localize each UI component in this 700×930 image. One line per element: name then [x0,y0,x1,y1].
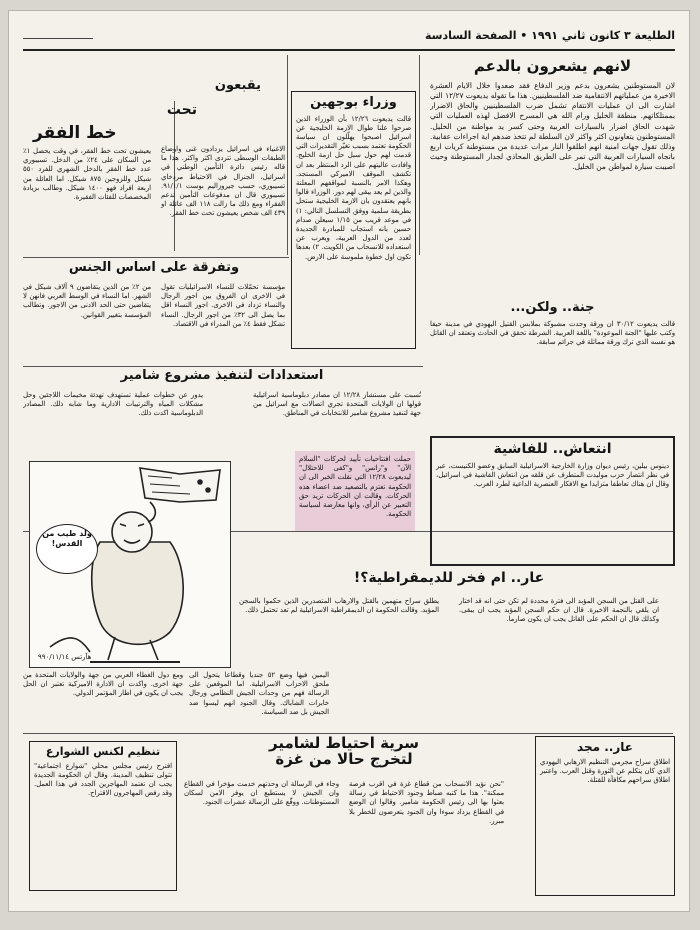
article-body-left: يطلق سراح متهمين بالقتل والارهاب المتصدرين الذين حكموا بالسجن المؤبد. وقالت الحكومة ان الديمقراطية الاسرائيلية لم تعد تحتمل ذلك. [239,597,439,615]
column-divider [287,55,288,255]
article-two-faced-ministers [291,91,416,349]
row-divider [23,733,673,734]
article-gender-discrimination [23,261,285,364]
article-body: اليمين فيها وضع ٥٢ جنديا وقطاعا يتحول الى ملحق الاحزاب الاسرائيلية. اما الموقعين على الرسالة فهم من وحدات الجيش النظامي ورجال خابرات الشاباك. وقال الجنود انهم ليسوا ضد الجيش بل ضد السياسة. [189,671,329,716]
article-body-right: مؤسسة تحمّلات للنساء الاسرائيليات تقول في الاخرى ان الفروق بين اجور الرجال والنساء تزداد في الاخرى. اجور النساء اقل بما يصل الى ٣٢٪ من اجور الرجال. النساء تشكل فقط ٤٪ من المدراء في الاقتصاد. [161,283,285,328]
article-body-left: يدور عن خطوات عملية تستهدف تهدئة مخيمات اللاجئين وحل مشكلات المياه والترتيبات الادارية وما شابه ذلك. المصادر الدبلوماسية اكدت ذلك. [23,391,203,418]
article-body: افترح رئيس مجلس محلي "شوارع اجتماعية" تتولى تنظيف المدينة. وقال ان الحكومة الجديدة يجب ان تعتمد المهاجرين الجدد في هذا العمل. وقد رفض المهاجرون الاقتراح. [34,761,172,798]
headline: عار.. ام فخر للديمقراطية؟! [353,571,545,586]
article-body: قالت يديعوت ٣٠/١٢ ان ورقة وجدت مشبوكة بملابس القتيل اليهودي في مدينة حيفا وكتب عليها "الجنة الموعودة" باللغة العربية. الشرطة تحقق في الحادث وتعتقد ان القاتل هو نفسه الذي ترك ورقة مماثلة في جرائم سابقة. [430,319,675,347]
article-arab-cover [23,671,183,731]
headline: سرية احتياط لشامير [269,736,419,752]
article-body-right: "نحن نؤيد الانسحاب من قطاع غزة في اقرب فرصة ممكنة". هذا ما كتبه ضباط وجنود الاحتياط في رسالة بعثوا بها الى رئيس الحكومة شامير. وقالوا ان الوضع في القطاع يزداد سوءا وان الجنود يتعرضون للخطر بلا مبرر. [349,780,504,825]
headline-second: لتخرج حالا من غزة [275,749,413,768]
article-soldiers [189,671,329,731]
speech-bubble: ولد طيب من القدس! [36,524,98,574]
article-body: دينوس بيلين، رئيس ديوان وزارة الخارجية الاسرائيلية السابق وعضو الكنيست، عبر في نظر انتصار حزب موليدت المتطرف عن قلقه من انتعاش الفاشية في اسرائيل، وقال ان هناك تعاطفا متزايدا مع الافكار العنصرية الداعية لطرد العرب. [436,461,669,489]
column-divider [419,55,420,255]
article-shame-glory [535,736,675,896]
cartoon [29,461,231,668]
headline: لانهم يشعرون بالدعم [473,59,632,75]
headline: تنظيم لكنس الشوارع [45,745,161,758]
article-body-left: يعيشون تحت خط الفقر، في وقت يحصل ١٪ من السكان على ٢٤٪ من الدخل. تسيبوري عدد خط الفقر بالدخل الشهري للفرد ٥٥٠ شيكل وللزوجين ٨٧٥ شيكل. اما العائلة من اربعة افراد فهو ١٤٠٠ شيكل. وطالب بزيادة المخصصات للفئات الفقيرة. [23,147,152,202]
article-body-right: نُسبت على مستشار ١٢/٢٨ ان مصادر دبلوماسية اسرائيلية قولها ان الولايات المتحدة تجري اتصالات مع اسرائيل من جهة لتنفيذ مشروع شامير للانتخابات في المناطق. [253,391,421,418]
cartoon-signature: هآرتس ٩٩٠/١١/١٤ [38,653,92,661]
headline-mid: تحت [166,102,197,118]
headline: استعدادات لتنفيذ مشروع شامير [120,369,324,383]
article-dai-support [430,59,675,291]
header-rule [23,38,93,39]
header-title: الطليعة ٣ كانون ثاني ١٩٩١ • الصفحة السادسة [425,29,675,42]
headline-bottom: خط الفقر [33,123,117,143]
article-street-sweeping [29,741,177,891]
newspaper-page [8,10,690,912]
headline: انتعاش.. للفاشية [493,441,612,457]
page-header [23,29,675,51]
article-body: اطلاق سراح مجرمي التنظيم الارهابي اليهودي الذي كان يتكلم عن الثورة وقتل العرب. واعتبر اطلاق سراحهم مكافأة للقتلة. [540,757,670,784]
article-body-right: الاغنياء في اسرائيل يزدادون غنى واوضاع الطبقات الوسطى تتردى اكثر واكثر. هذا ما قاله رئيس دائرة التأمين الوطني في اسرائيل، الجنرال في الاحتياط مردخاي تسيبوري، حسب جيروزاليم بوست ٩١/١/١. تسيبوري قال ان مدفوعات التأمين تدعم الفقراء ومع ذلك ما زالت ١١٨ الف عائلة او ٤٣٩ الف شخص يعيشون تحت خط الفقر. [161,145,285,218]
article-body: لان المستوطنين يشعرون بدعم وزير الدفاع فقد صعدوا خلال الايام العشرة الاخيرة من عملياتهم الانتقامية ضد الفلسطينيين. هذا ما تقوله يديعوت ١٢/٢٧ التي اشارت الى ان عمليات الانتقام تشمل ضرب الفلسطينيين والحاق الاضرار بممتلكاتهم. منطقة الخليل ورام الله هي المسرح الافضل لهذه العمليات التي شهدت الحاق اضرار بالسيارات العربية وحتى كسر يد مواطنة من الخليل. المستوطنون يتعاونون اكثر واكثر لان السلطة لم تتخذ ضدهم اية اجراءات عقابية. وذلك تقول جهات امنية انهم اطلقوا النار مرات عديدة من مستوطنة كريات اربع باتجاه السيارات العربية التي تمر على الطريق المحاذي لجدار المستوطنة وحيث اصيبت سيارة لمواطن من الخليل. [430,80,675,172]
row-divider [23,366,423,367]
article-body-right: على القتل من السجن المؤبد الى فترة محددة لم تكن حتى انه قد اختار ان يلقي بالنجمة الاخيرة. قال ان حكم السجن المؤبد يجب ان يبقى. وكذلك قال ان الحكم على القاتل يجب ان يكون صارما. [459,597,659,624]
article-body: حملت افتتاحيات تأييد لحركات "السلام الآن" و"راتس" و"كفى للاحتلال" ليديعوت ١٢/٢٨ التي نقلت الخبر الى ان الحكومة تعتزم بالتصعيد ضد اعضاء هذه الحركات. وقالت ان الحركات تريد حق التعبير عن الرأي، وانها معارضة لسياسة الحكومة. [299,455,412,519]
article-body: ومع دول الغطاء العربي من جهة والولايات المتحدة من جهة اخرى. واكدت ان الادارة الاميركية تعتبر ان الحل يجب ان يكون في اطار المؤتمر الدولي. [23,671,183,698]
article-body-left: وجاء في الرسالة ان وحدتهم خدمت مؤخرا في القطاع وان الجيش لا يستطيع ان يوفر الامن لسكان المستوطنات. ووقّع على الرسالة عشرات الجنود. [184,780,339,807]
article-body: قالت يديعوت ١٢/٢٦ بأن الوزراء الذين صرحوا علنا طوال الازمة الخليجية عن اسرائيل اصبحوا يهلّلون ان سياسة الحكومة تعتمد بسبب تغيّر التقديرات التي قدمت لهم حول سبل حل ازمة الخليج. وافادت عاليتهم على الرد المنتظر بعد ان تكشف الموقف الاميركي المستجد. وهكذا الامر بالنسبة لمواقفهم المعلنة والذين لم يعد يبقى لهم دور. الوزراء قالوا بانهم يعتقدون بان الازمة الخليجية ستحل بطريقة سلمية ووفق التسلسل التالي: ١) في موعد قريب من ١/١٥ سيعلن صدام حسين بانه استجاب للمبادرة الجديدة لعدد من الدول العربية، ويعرب عن استعداده للانسحاب من الكويت. ٢) بعدها تكون اول خطوة ملموسة على الارض. [296,114,411,261]
headline: عار.. مجد [577,740,633,754]
headline: وزراء بوجهين [310,95,397,110]
article-reserve-company [184,736,504,901]
headline: وتفرقة على اساس الجنس [68,261,240,275]
article-peace-now [295,451,415,531]
article-paradise-but [430,301,675,429]
headline: جنة.. ولكن... [510,301,595,315]
headline-top: يقبعون [214,79,261,93]
article-revival-fascism [430,436,675,566]
row-divider [23,257,289,258]
article-below-poverty [23,79,285,257]
article-shamir-plan [23,369,421,459]
article-body-left: من ٢٪ من الذين يتقاضون ٩ آلاف شيكل في الشهر. اما النساء في الوسط العربي فانهن لا يتقاضين حتى الحد الادنى من الاجور. وتطالب المؤسسة بتغيير القوانين. [23,283,151,319]
